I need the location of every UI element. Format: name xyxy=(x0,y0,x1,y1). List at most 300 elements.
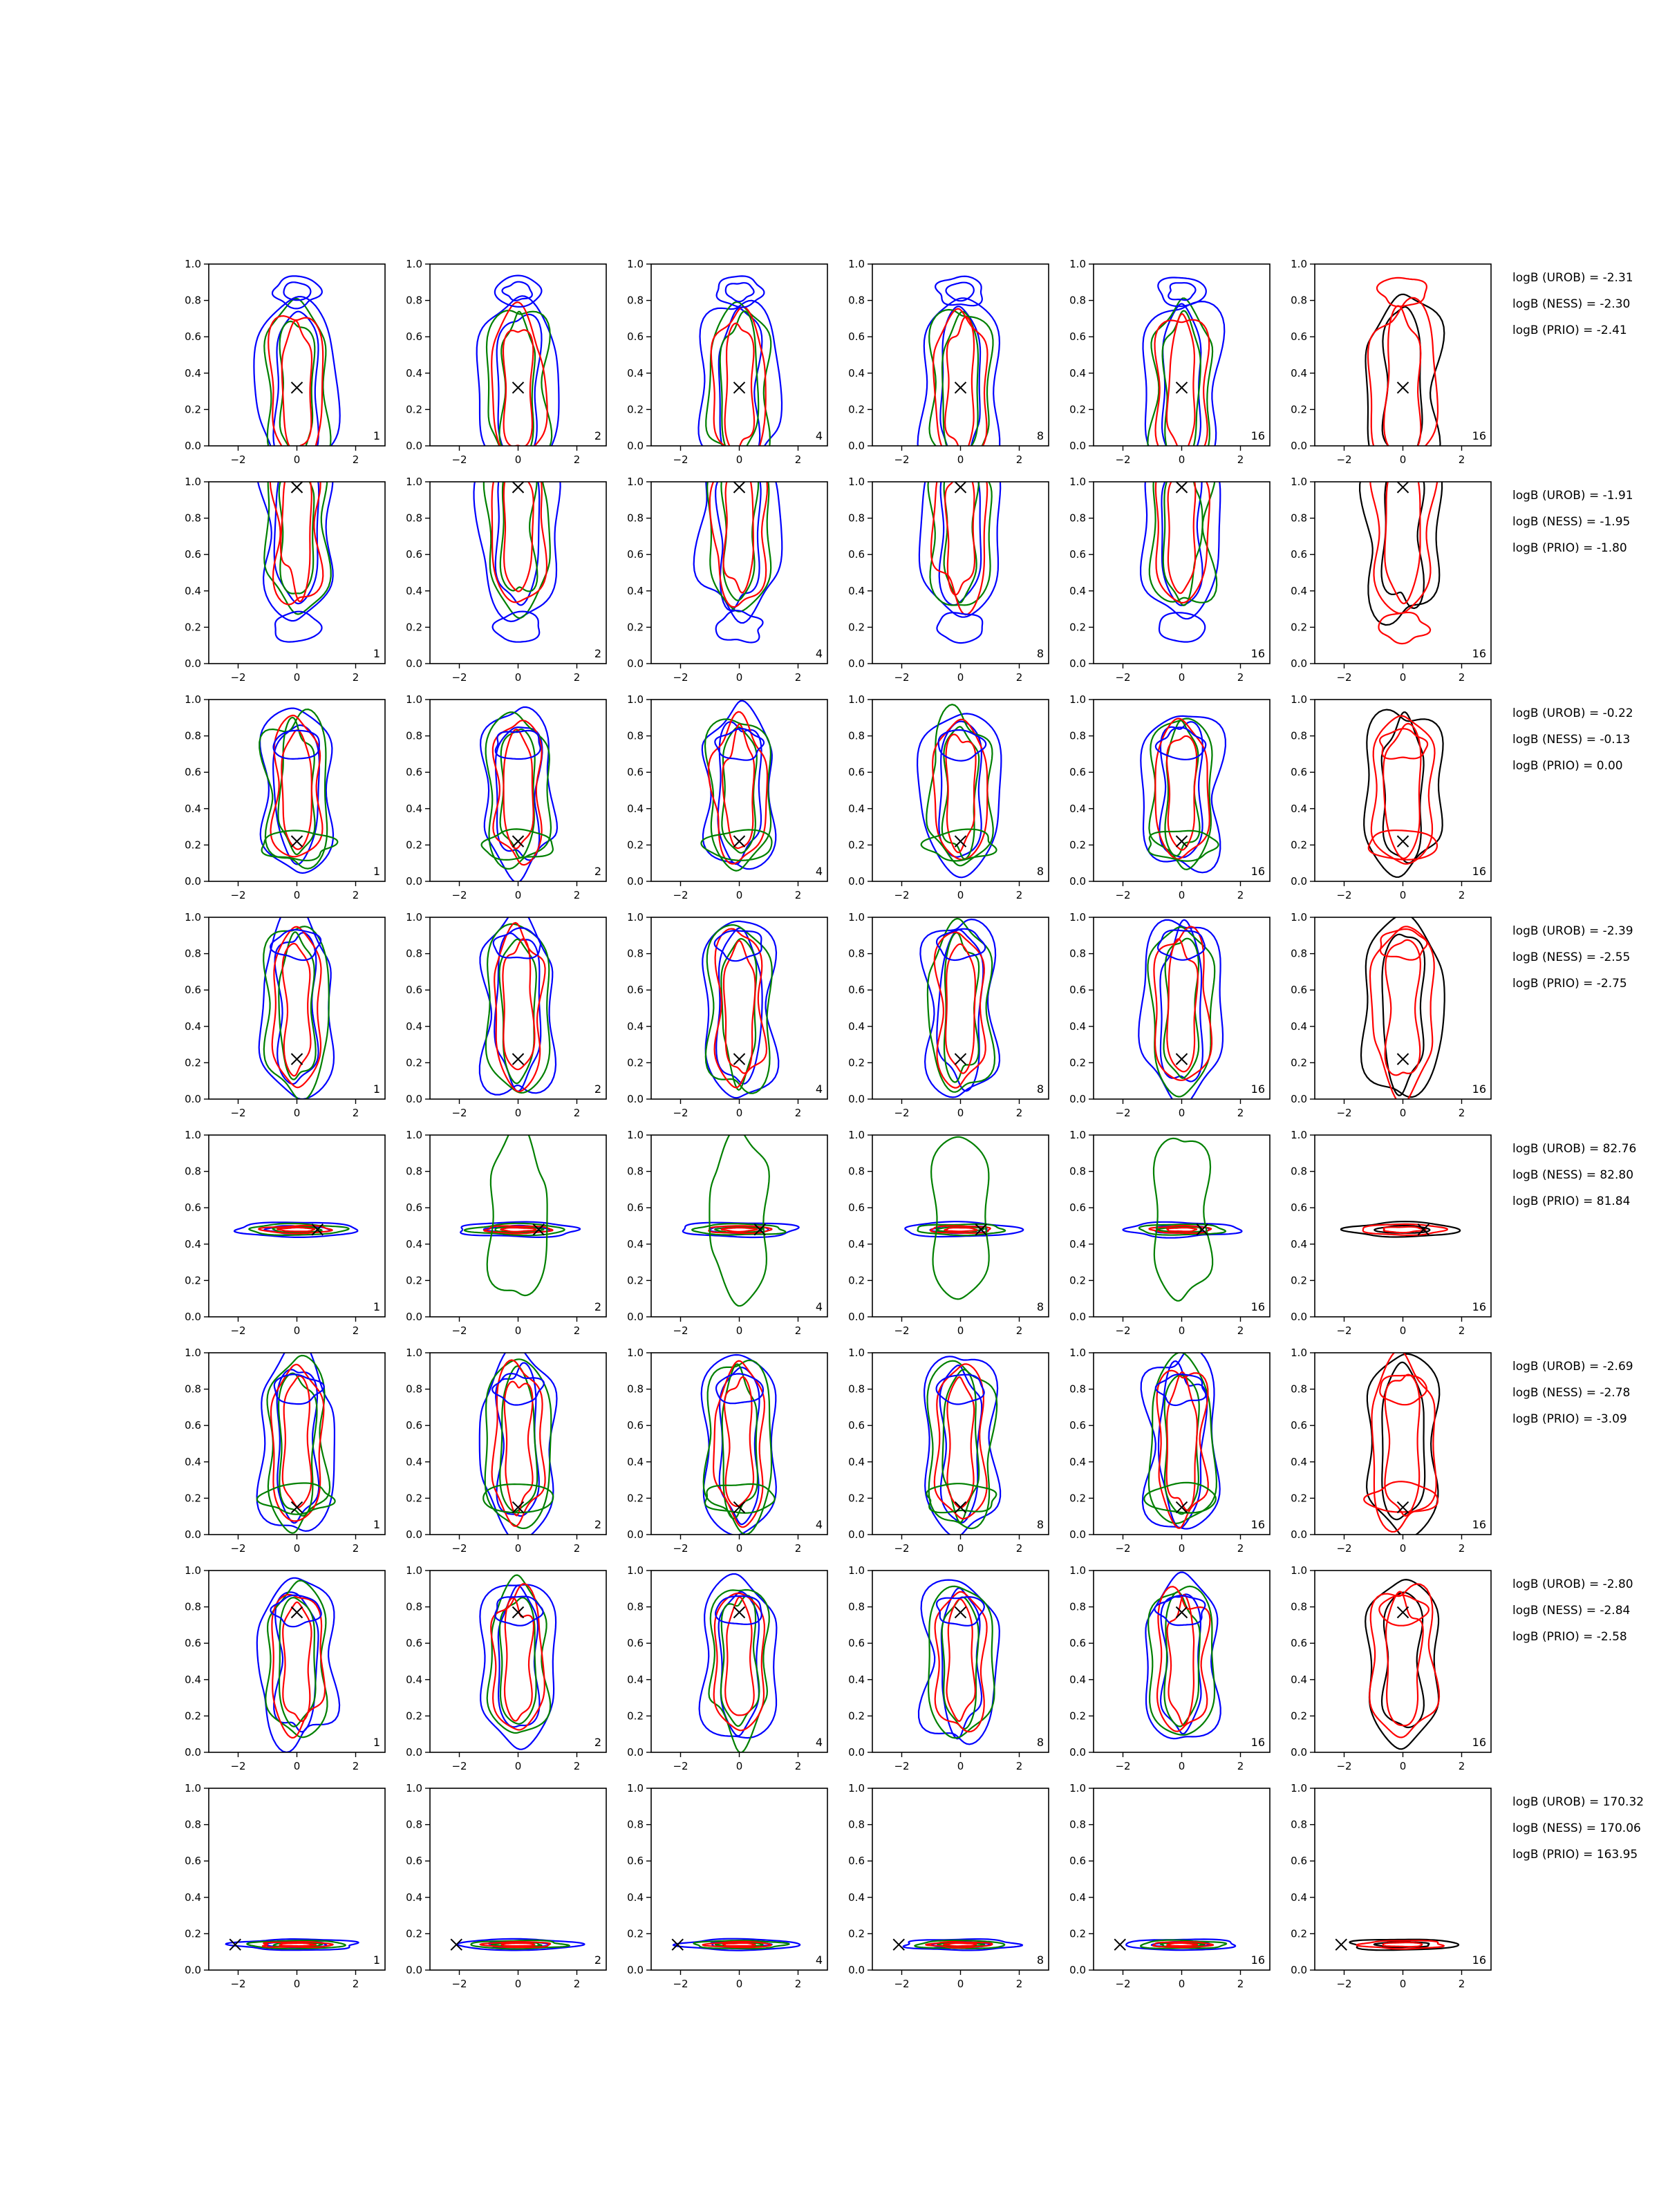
y-tick-label: 0.2 xyxy=(1069,1709,1086,1723)
x-tick-label: 2 xyxy=(1015,1760,1023,1772)
x-tick-label: 0 xyxy=(514,1542,522,1555)
y-tick-label: 0.4 xyxy=(627,802,644,815)
y-tick-label: 0.0 xyxy=(1069,1746,1086,1759)
subplot-r3-c4 xyxy=(848,693,1049,901)
y-tick-label: 0.2 xyxy=(848,403,865,416)
y-tick-label: 1.0 xyxy=(627,476,644,488)
y-tick-label: 0.4 xyxy=(848,1455,865,1468)
subplot-r7-c2 xyxy=(406,1564,606,1772)
x-tick-label: 2 xyxy=(352,1542,359,1555)
x-tick-label: −2 xyxy=(1115,1542,1131,1555)
x-tick-label: 0 xyxy=(1399,1542,1407,1555)
y-tick-label: 1.0 xyxy=(1291,1347,1307,1359)
panel-number-label: 4 xyxy=(815,1953,823,1967)
axes-frame xyxy=(651,482,827,664)
x-tick-label: 2 xyxy=(573,1978,581,1990)
contour-line xyxy=(1377,278,1427,306)
subplot-r1-c6 xyxy=(1291,258,1491,478)
contour-line xyxy=(1384,306,1421,454)
contour-line xyxy=(919,1580,1000,1745)
contour-line xyxy=(939,444,982,605)
x-tick-label: 2 xyxy=(1015,1542,1023,1555)
y-tick-label: 0.6 xyxy=(627,1419,644,1432)
x-tick-label: −2 xyxy=(1115,671,1131,684)
y-tick-label: 0.8 xyxy=(848,512,865,525)
y-tick-label: 1.0 xyxy=(1291,258,1307,270)
y-tick-label: 0.6 xyxy=(848,330,865,344)
y-tick-label: 0.8 xyxy=(406,947,422,960)
y-tick-label: 1.0 xyxy=(848,258,865,270)
y-tick-label: 0.4 xyxy=(1291,584,1307,597)
y-tick-label: 0.2 xyxy=(1291,838,1307,852)
y-tick-label: 0.0 xyxy=(627,1311,644,1323)
y-tick-label: 0.2 xyxy=(406,403,422,416)
y-tick-label: 0.2 xyxy=(1069,621,1086,634)
panel-number-label: 1 xyxy=(373,429,380,442)
y-tick-label: 0.8 xyxy=(848,1600,865,1613)
y-tick-label: 0.2 xyxy=(185,403,201,416)
x-tick-label: 2 xyxy=(573,1107,581,1119)
y-tick-label: 0.0 xyxy=(848,1093,865,1105)
axes-frame xyxy=(430,1571,606,1752)
axes-frame xyxy=(209,264,385,446)
y-tick-label: 1.0 xyxy=(406,1782,422,1794)
subplot-r6-c2 xyxy=(406,1344,606,1555)
contour-line xyxy=(1383,724,1421,859)
y-tick-label: 0.4 xyxy=(627,366,644,379)
true-value-marker xyxy=(1177,482,1188,493)
y-tick-label: 0.0 xyxy=(627,875,644,888)
true-value-marker xyxy=(513,382,524,393)
x-tick-label: −2 xyxy=(1115,1760,1131,1772)
y-tick-label: 0.0 xyxy=(406,1311,422,1323)
y-tick-label: 0.6 xyxy=(185,330,201,344)
x-tick-label: −2 xyxy=(451,1324,467,1337)
y-tick-label: 0.6 xyxy=(1069,548,1086,561)
y-tick-label: 0.8 xyxy=(1291,1600,1307,1613)
y-tick-label: 0.4 xyxy=(627,1891,644,1904)
y-tick-label: 0.2 xyxy=(627,1492,644,1505)
y-tick-label: 0.2 xyxy=(627,1274,644,1287)
panel-number-label: 4 xyxy=(815,647,823,660)
y-tick-label: 0.8 xyxy=(1291,1165,1307,1178)
panel-number-label: 1 xyxy=(373,1736,380,1749)
y-tick-label: 0.0 xyxy=(1291,657,1307,670)
x-tick-label: 0 xyxy=(514,1107,522,1119)
y-tick-label: 0.6 xyxy=(406,1201,422,1215)
true-value-marker xyxy=(955,1053,966,1065)
y-tick-label: 0.0 xyxy=(185,657,201,670)
y-tick-label: 1.0 xyxy=(627,1347,644,1359)
y-tick-label: 0.2 xyxy=(185,838,201,852)
y-tick-label: 0.2 xyxy=(1291,403,1307,416)
x-tick-label: −2 xyxy=(230,453,246,466)
y-tick-label: 0.4 xyxy=(185,1673,201,1686)
y-tick-label: 0.4 xyxy=(1291,802,1307,815)
y-tick-label: 1.0 xyxy=(1291,1129,1307,1141)
x-tick-label: 2 xyxy=(1237,671,1244,684)
x-tick-label: 2 xyxy=(352,671,359,684)
subplot-r2-c5 xyxy=(1069,438,1270,684)
true-value-marker xyxy=(1398,482,1409,493)
y-tick-label: 0.4 xyxy=(627,1237,644,1250)
y-tick-label: 0.8 xyxy=(1069,512,1086,525)
x-tick-label: −2 xyxy=(673,1324,688,1337)
contour-line xyxy=(1167,939,1198,1071)
subplot-r7-c4 xyxy=(848,1564,1049,1772)
logb-urob-label: logB (UROB) = -0.22 xyxy=(1512,706,1633,720)
y-tick-label: 0.0 xyxy=(627,657,644,670)
contour-line xyxy=(1370,454,1438,614)
y-tick-label: 0.0 xyxy=(627,1528,644,1541)
y-tick-label: 1.0 xyxy=(406,911,422,924)
panel-number-label: 16 xyxy=(1250,1082,1265,1096)
x-tick-label: 2 xyxy=(794,1978,802,1990)
logb-ness-label: logB (NESS) = 170.06 xyxy=(1512,1821,1641,1835)
y-tick-label: 0.8 xyxy=(406,1600,422,1613)
x-tick-label: −2 xyxy=(1115,889,1131,901)
subplot-r6-c4 xyxy=(848,1347,1049,1555)
y-tick-label: 0.4 xyxy=(848,366,865,379)
y-tick-label: 0.2 xyxy=(1069,1492,1086,1505)
y-tick-label: 0.0 xyxy=(185,1528,201,1541)
y-tick-label: 0.4 xyxy=(185,1455,201,1468)
y-tick-label: 0.8 xyxy=(185,1382,201,1396)
x-tick-label: 2 xyxy=(794,1107,802,1119)
x-tick-label: 0 xyxy=(735,1760,743,1772)
y-tick-label: 1.0 xyxy=(1291,911,1307,924)
contour-line xyxy=(282,321,312,451)
x-tick-label: 0 xyxy=(735,1542,743,1555)
y-tick-label: 1.0 xyxy=(848,1347,865,1359)
contour-line xyxy=(1369,830,1437,860)
y-tick-label: 0.6 xyxy=(627,548,644,561)
contour-line xyxy=(710,452,767,607)
y-tick-label: 0.8 xyxy=(406,512,422,525)
y-tick-label: 0.0 xyxy=(848,1311,865,1323)
y-tick-label: 0.6 xyxy=(627,766,644,779)
y-tick-label: 0.0 xyxy=(406,657,422,670)
panel-number-label: 16 xyxy=(1472,1082,1486,1096)
subplot-r6-c1 xyxy=(185,1337,385,1555)
panel-number-label: 4 xyxy=(815,429,823,442)
y-tick-label: 0.8 xyxy=(627,947,644,960)
x-tick-label: 2 xyxy=(1237,1324,1244,1337)
logb-urob-label: logB (UROB) = -1.91 xyxy=(1512,489,1633,503)
y-tick-label: 0.6 xyxy=(406,1419,422,1432)
x-tick-label: −2 xyxy=(230,671,246,684)
y-tick-label: 0.4 xyxy=(406,1237,422,1250)
true-value-marker xyxy=(955,482,966,493)
panel-number-label: 4 xyxy=(815,1518,823,1531)
contour-line xyxy=(283,1602,311,1721)
true-value-marker xyxy=(734,482,745,493)
y-tick-label: 0.0 xyxy=(406,1528,422,1541)
x-tick-label: 0 xyxy=(735,671,743,684)
y-tick-label: 1.0 xyxy=(848,1564,865,1577)
y-tick-label: 0.8 xyxy=(1069,1600,1086,1613)
y-tick-label: 0.8 xyxy=(406,1165,422,1178)
y-tick-label: 0.4 xyxy=(848,1020,865,1033)
y-tick-label: 0.2 xyxy=(406,1709,422,1723)
y-tick-label: 0.0 xyxy=(1069,1528,1086,1541)
x-tick-label: 0 xyxy=(735,1324,743,1337)
y-tick-label: 1.0 xyxy=(1291,693,1307,706)
y-tick-label: 0.2 xyxy=(185,621,201,634)
y-tick-label: 0.2 xyxy=(1291,621,1307,634)
contour-line xyxy=(942,1369,979,1522)
true-value-marker xyxy=(734,382,745,393)
y-tick-label: 1.0 xyxy=(185,1347,201,1359)
contour-line xyxy=(1157,1586,1210,1731)
axes-frame xyxy=(1094,264,1270,446)
y-tick-label: 0.4 xyxy=(1069,1237,1086,1250)
true-value-marker xyxy=(1177,1053,1188,1065)
x-tick-label: 0 xyxy=(1399,1978,1407,1990)
subplot-r6-c6 xyxy=(1291,1347,1491,1555)
y-tick-label: 0.2 xyxy=(185,1056,201,1069)
y-tick-label: 0.8 xyxy=(185,294,201,307)
x-tick-label: −2 xyxy=(451,889,467,901)
contour-line xyxy=(275,612,321,642)
logb-urob-label: logB (UROB) = -2.69 xyxy=(1512,1360,1633,1374)
axes-frame xyxy=(1315,482,1491,664)
x-tick-label: 0 xyxy=(735,1107,743,1119)
y-tick-label: 0.4 xyxy=(185,1891,201,1904)
x-tick-label: 2 xyxy=(1015,889,1023,901)
axes-frame xyxy=(872,264,1049,446)
y-tick-label: 1.0 xyxy=(627,1129,644,1141)
y-tick-label: 0.4 xyxy=(406,366,422,379)
panel-number-label: 8 xyxy=(1036,865,1044,878)
x-tick-label: −2 xyxy=(230,1978,246,1990)
x-tick-label: 2 xyxy=(1458,1760,1465,1772)
y-tick-label: 0.4 xyxy=(1069,584,1086,597)
subplot-r7-c5 xyxy=(1069,1564,1270,1772)
panel-number-label: 16 xyxy=(1472,1300,1486,1313)
x-tick-label: −2 xyxy=(230,1760,246,1772)
y-tick-label: 0.6 xyxy=(848,1637,865,1650)
y-tick-label: 0.0 xyxy=(406,1746,422,1759)
contour-line xyxy=(1168,461,1196,594)
y-tick-label: 0.6 xyxy=(1291,1637,1307,1650)
y-tick-label: 0.6 xyxy=(185,1419,201,1432)
y-tick-label: 0.8 xyxy=(1291,947,1307,960)
y-tick-label: 0.6 xyxy=(406,766,422,779)
subplot-r4-c1 xyxy=(185,898,385,1119)
y-tick-label: 0.6 xyxy=(406,330,422,344)
y-tick-label: 1.0 xyxy=(1069,1347,1086,1359)
subplot-r3-c3 xyxy=(627,693,827,901)
x-tick-label: 0 xyxy=(1178,1542,1185,1555)
y-tick-label: 0.0 xyxy=(1291,1964,1307,1976)
y-tick-label: 0.4 xyxy=(627,584,644,597)
y-tick-label: 1.0 xyxy=(1291,1564,1307,1577)
y-tick-label: 0.4 xyxy=(848,1891,865,1904)
contour-line xyxy=(1382,1942,1422,1947)
x-tick-label: 0 xyxy=(293,1324,301,1337)
panel-number-label: 8 xyxy=(1036,1736,1044,1749)
x-tick-label: 2 xyxy=(1015,453,1023,466)
x-tick-label: 0 xyxy=(1399,453,1407,466)
y-tick-label: 1.0 xyxy=(848,476,865,488)
axes-frame xyxy=(430,482,606,664)
y-tick-label: 1.0 xyxy=(627,693,644,706)
logb-ness-label: logB (NESS) = -2.84 xyxy=(1512,1604,1631,1618)
y-tick-label: 0.6 xyxy=(627,984,644,997)
y-tick-label: 0.8 xyxy=(406,1818,422,1831)
x-tick-label: 0 xyxy=(293,453,301,466)
contour-line xyxy=(702,701,776,869)
panel-number-label: 1 xyxy=(373,1082,380,1096)
panel-number-label: 16 xyxy=(1472,1518,1486,1531)
y-tick-label: 0.0 xyxy=(1291,1528,1307,1541)
y-tick-label: 1.0 xyxy=(1069,1564,1086,1577)
true-value-marker xyxy=(1398,836,1409,847)
contour-line xyxy=(942,1597,979,1730)
y-tick-label: 1.0 xyxy=(1069,258,1086,270)
x-tick-label: 0 xyxy=(1178,1978,1185,1990)
y-tick-label: 1.0 xyxy=(406,1564,422,1577)
y-tick-label: 0.0 xyxy=(1069,875,1086,888)
y-tick-label: 1.0 xyxy=(185,693,201,706)
x-tick-label: 0 xyxy=(957,1107,964,1119)
y-tick-label: 0.8 xyxy=(627,1818,644,1831)
y-tick-label: 1.0 xyxy=(1069,476,1086,488)
y-tick-label: 0.6 xyxy=(627,330,644,344)
subplot-r5-c3 xyxy=(627,1127,827,1337)
subplot-r5-c2 xyxy=(406,1121,606,1337)
x-tick-label: 2 xyxy=(1458,1107,1465,1119)
x-tick-label: 2 xyxy=(352,889,359,901)
y-tick-label: 0.2 xyxy=(1291,1274,1307,1287)
panel-number-label: 16 xyxy=(1250,865,1265,878)
contour-line xyxy=(1167,1228,1197,1231)
x-tick-label: 0 xyxy=(293,889,301,901)
x-tick-label: 2 xyxy=(573,889,581,901)
x-tick-label: 2 xyxy=(794,1760,802,1772)
y-tick-label: 0.6 xyxy=(1069,330,1086,344)
y-tick-label: 0.0 xyxy=(185,1093,201,1105)
x-tick-label: 0 xyxy=(1399,1107,1407,1119)
logb-prio-label: logB (PRIO) = -1.80 xyxy=(1512,541,1627,555)
x-tick-label: 0 xyxy=(514,671,522,684)
true-value-marker xyxy=(1177,836,1188,847)
y-tick-label: 0.6 xyxy=(406,1855,422,1868)
contour-line xyxy=(275,932,319,1084)
panel-number-label: 16 xyxy=(1472,1953,1486,1967)
y-tick-label: 0.8 xyxy=(627,1165,644,1178)
panel-number-label: 16 xyxy=(1250,429,1265,442)
y-tick-label: 0.0 xyxy=(848,875,865,888)
panel-number-label: 1 xyxy=(373,647,380,660)
y-tick-label: 0.4 xyxy=(1069,802,1086,815)
x-tick-label: 2 xyxy=(1458,671,1465,684)
x-tick-label: −2 xyxy=(451,1760,467,1772)
y-tick-label: 1.0 xyxy=(848,1782,865,1794)
x-tick-label: 2 xyxy=(1458,1978,1465,1990)
x-tick-label: −2 xyxy=(894,1107,910,1119)
y-tick-label: 0.0 xyxy=(185,875,201,888)
contour-line xyxy=(931,1137,989,1300)
contour-line xyxy=(726,283,754,301)
x-tick-label: 0 xyxy=(293,1760,301,1772)
y-tick-label: 0.2 xyxy=(848,1492,865,1505)
y-tick-label: 0.2 xyxy=(1291,1492,1307,1505)
true-value-marker xyxy=(292,1606,303,1618)
y-tick-label: 0.2 xyxy=(406,1056,422,1069)
y-tick-label: 0.0 xyxy=(1069,440,1086,452)
x-tick-label: 2 xyxy=(1237,1542,1244,1555)
x-tick-label: 0 xyxy=(293,1542,301,1555)
y-tick-label: 0.6 xyxy=(627,1855,644,1868)
x-tick-label: −2 xyxy=(894,889,910,901)
panel-number-label: 2 xyxy=(594,865,601,878)
y-tick-label: 0.8 xyxy=(1291,1382,1307,1396)
y-tick-label: 0.8 xyxy=(1069,294,1086,307)
y-tick-label: 0.0 xyxy=(1069,1311,1086,1323)
contour-line xyxy=(277,1228,315,1232)
true-value-marker xyxy=(292,1053,303,1065)
subplot-r8-c6 xyxy=(1291,1782,1491,1990)
y-tick-label: 0.4 xyxy=(406,1455,422,1468)
x-tick-label: −2 xyxy=(451,1978,467,1990)
contour-line xyxy=(1163,311,1201,461)
y-tick-label: 0.2 xyxy=(627,1927,644,1940)
y-tick-label: 0.0 xyxy=(185,1964,201,1976)
y-tick-label: 0.2 xyxy=(1069,838,1086,852)
y-tick-label: 0.4 xyxy=(1291,1891,1307,1904)
subplot-r8-c4 xyxy=(848,1782,1049,1990)
panel-number-label: 16 xyxy=(1250,1300,1265,1313)
subplot-r4-c3 xyxy=(627,911,827,1119)
y-tick-label: 0.0 xyxy=(1291,875,1307,888)
x-tick-label: 0 xyxy=(514,1760,522,1772)
x-tick-label: 0 xyxy=(957,1978,964,1990)
y-tick-label: 0.4 xyxy=(406,802,422,815)
y-tick-label: 0.0 xyxy=(627,1964,644,1976)
y-tick-label: 0.6 xyxy=(1291,1855,1307,1868)
panel-number-label: 4 xyxy=(815,865,823,878)
x-tick-label: 0 xyxy=(293,1107,301,1119)
panel-number-label: 8 xyxy=(1036,647,1044,660)
contour-line xyxy=(1167,1372,1197,1510)
y-tick-label: 0.6 xyxy=(848,1419,865,1432)
x-tick-label: 2 xyxy=(794,1324,802,1337)
y-tick-label: 0.2 xyxy=(627,403,644,416)
contour-line xyxy=(257,1578,339,1752)
y-tick-label: 0.6 xyxy=(1069,1201,1086,1215)
y-tick-label: 0.6 xyxy=(185,1855,201,1868)
y-tick-label: 0.8 xyxy=(627,1600,644,1613)
panel-number-label: 4 xyxy=(815,1736,823,1749)
y-tick-label: 0.8 xyxy=(627,1382,644,1396)
x-tick-label: 2 xyxy=(1015,1978,1023,1990)
x-tick-label: 2 xyxy=(352,1760,359,1772)
y-tick-label: 0.6 xyxy=(1291,1201,1307,1215)
y-tick-label: 0.0 xyxy=(406,440,422,452)
panel-number-label: 16 xyxy=(1472,647,1486,660)
y-tick-label: 0.2 xyxy=(1069,403,1086,416)
contour-line xyxy=(947,1599,975,1721)
y-tick-label: 0.0 xyxy=(848,1528,865,1541)
x-tick-label: 0 xyxy=(514,453,522,466)
y-tick-label: 0.8 xyxy=(627,729,644,742)
x-tick-label: 2 xyxy=(573,1542,581,1555)
y-tick-label: 0.4 xyxy=(1291,1673,1307,1686)
subplot-r1-c3 xyxy=(627,258,827,484)
x-tick-label: 0 xyxy=(735,889,743,901)
